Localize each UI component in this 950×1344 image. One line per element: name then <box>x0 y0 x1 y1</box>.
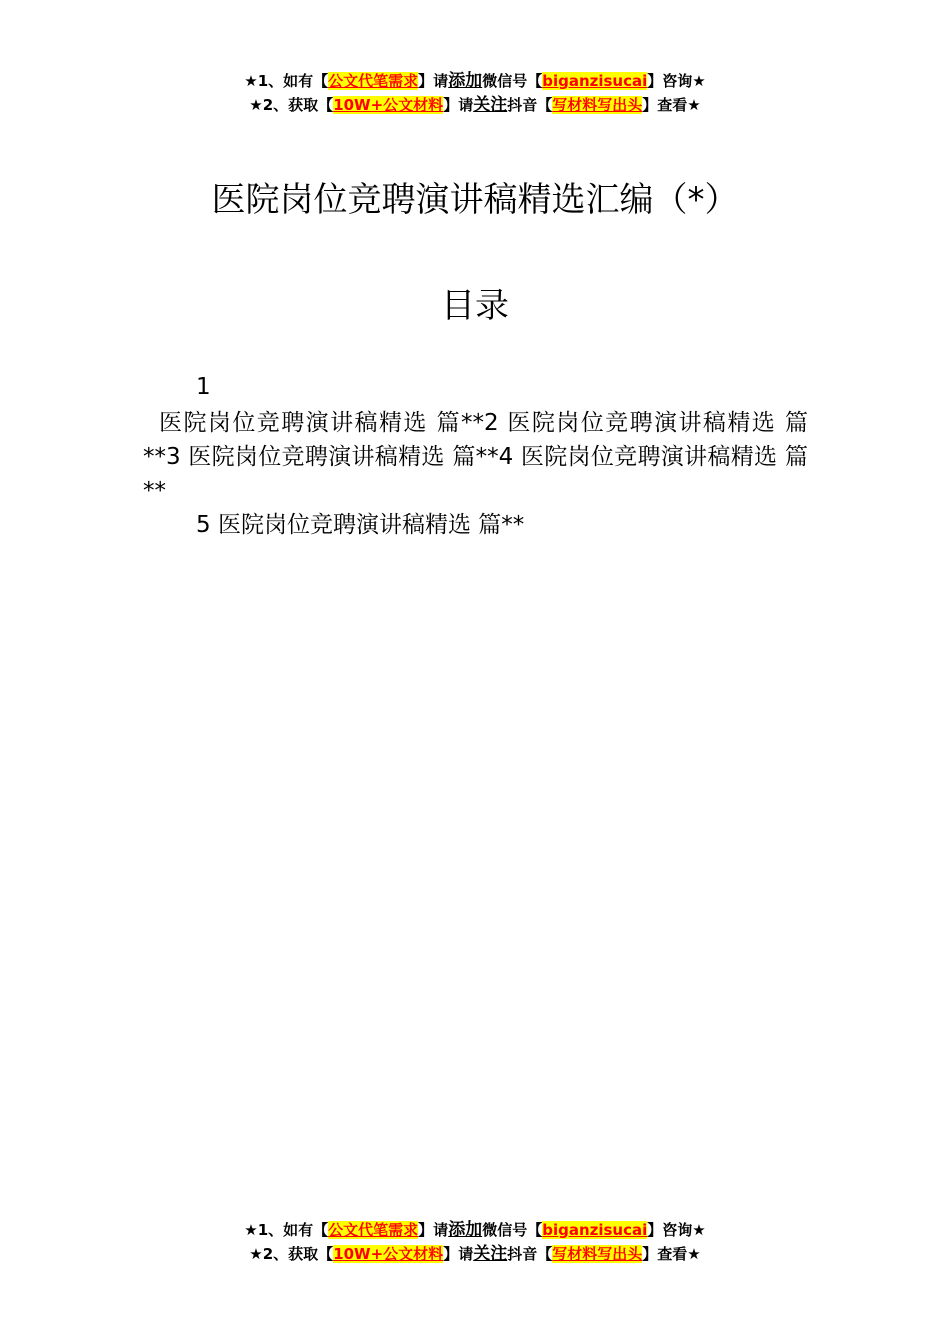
promo-line-2-emphasis: 关注 <box>473 1244 508 1264</box>
promo-banner-bottom <box>0 1218 950 1266</box>
promo-line-1-mid-2: 微信号【 <box>482 72 543 90</box>
promo-line-2 <box>0 1242 950 1266</box>
table-of-contents <box>143 370 808 542</box>
promo-line-2-mid: 】请 <box>443 96 474 114</box>
promo-line-2-highlight-materials: 10W+公文材料 <box>333 96 444 114</box>
toc-last-entry: 5 医院岗位竞聘演讲稿精选 篇** <box>196 512 525 538</box>
promo-line-1-suffix: 】咨询★ <box>647 1221 706 1239</box>
toc-heading: 目录 <box>441 286 509 326</box>
promo-line-2-prefix: ★2、获取【 <box>249 1245 334 1263</box>
promo-line-2-highlight-douyin: 写材料写出头 <box>552 1245 643 1263</box>
promo-line-2-suffix: 】查看★ <box>642 1245 701 1263</box>
promo-line-2-mid: 】请 <box>443 1245 474 1263</box>
promo-line-1-highlight-service: 公文代笔需求 <box>328 72 419 90</box>
promo-line-2-mid-2: 抖音【 <box>507 1245 553 1263</box>
promo-line-1 <box>0 69 950 93</box>
promo-line-1-prefix: ★1、如有【 <box>244 72 329 90</box>
promo-line-1-highlight-wechat: biganzisucai <box>542 72 648 90</box>
promo-line-2 <box>0 93 950 117</box>
promo-line-1-emphasis: 添加 <box>448 71 483 91</box>
promo-line-2-emphasis: 关注 <box>473 95 508 115</box>
promo-line-1-emphasis: 添加 <box>448 1220 483 1240</box>
promo-line-2-suffix: 】查看★ <box>642 96 701 114</box>
promo-line-1-highlight-service: 公文代笔需求 <box>328 1221 419 1239</box>
promo-banner-top <box>0 69 950 117</box>
promo-line-1-prefix: ★1、如有【 <box>244 1221 329 1239</box>
promo-line-1 <box>0 1218 950 1242</box>
promo-line-1-mid: 】请 <box>418 72 449 90</box>
toc-entries-paragraph: 医院岗位竞聘演讲稿精选 篇**2 医院岗位竞聘演讲稿精选 篇**3 医院岗位竞聘演讲稿精选 篇**4 医院岗位竞聘演讲稿精选 篇** <box>143 410 808 504</box>
promo-line-2-highlight-materials: 10W+公文材料 <box>333 1245 444 1263</box>
promo-line-2-prefix: ★2、获取【 <box>249 96 334 114</box>
promo-line-1-mid: 】请 <box>418 1221 449 1239</box>
promo-line-2-highlight-douyin: 写材料写出头 <box>552 96 643 114</box>
promo-line-1-suffix: 】咨询★ <box>647 72 706 90</box>
promo-line-1-highlight-wechat: biganzisucai <box>542 1221 648 1239</box>
promo-line-1-mid-2: 微信号【 <box>482 1221 543 1239</box>
document-title: 医院岗位竞聘演讲稿精选汇编（*） <box>211 180 739 220</box>
toc-first-number: 1 <box>196 374 211 400</box>
promo-line-2-mid-2: 抖音【 <box>507 96 553 114</box>
